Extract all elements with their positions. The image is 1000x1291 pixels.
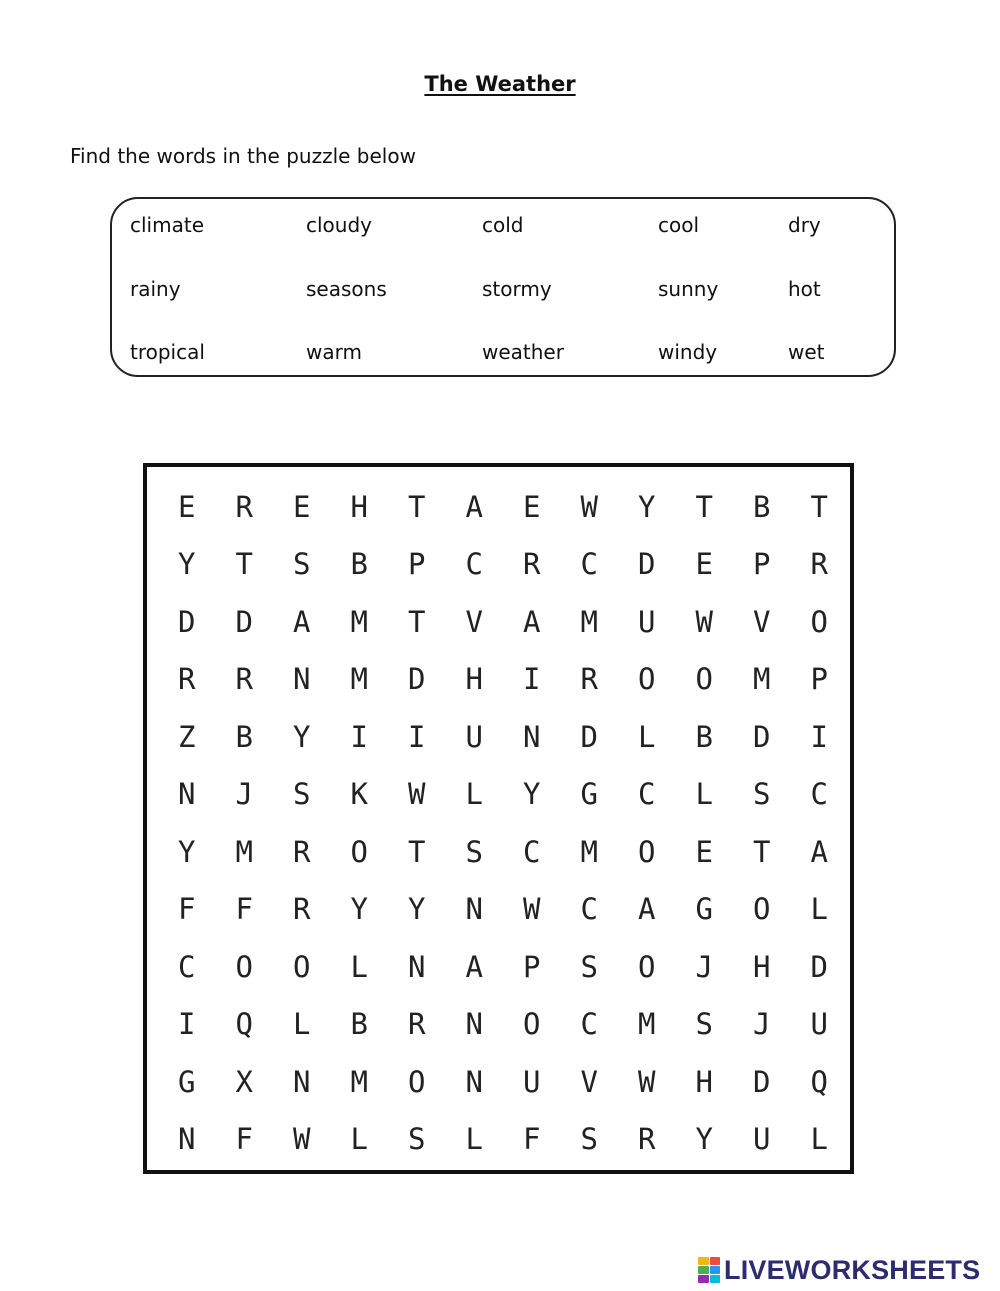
word-bank-item: seasons xyxy=(306,277,387,301)
grid-letter[interactable]: U xyxy=(753,1122,771,1157)
grid-letter[interactable]: M xyxy=(580,834,598,869)
grid-letter[interactable]: V xyxy=(465,604,483,639)
grid-letter[interactable]: N xyxy=(293,662,311,697)
grid-letter[interactable]: S xyxy=(753,777,771,812)
grid-letter[interactable]: Z xyxy=(178,719,196,754)
grid-letter[interactable]: U xyxy=(810,1007,828,1042)
grid-letter[interactable]: I xyxy=(523,662,541,697)
grid-letter[interactable]: L xyxy=(293,1007,311,1042)
grid-letter[interactable]: W xyxy=(293,1122,311,1157)
grid-letter[interactable]: P xyxy=(408,547,426,582)
grid-letter[interactable]: Y xyxy=(293,719,311,754)
grid-letter[interactable]: A xyxy=(638,892,656,927)
grid-letter[interactable]: M xyxy=(350,662,368,697)
word-search-grid xyxy=(143,463,854,1174)
word-bank-item: cold xyxy=(482,213,524,237)
grid-letter[interactable]: G xyxy=(695,892,713,927)
brand-logo xyxy=(698,1253,980,1287)
grid-letter[interactable]: Q xyxy=(235,1007,253,1042)
grid-letter[interactable]: R xyxy=(580,662,598,697)
grid-letter[interactable]: C xyxy=(580,547,598,582)
grid-letter[interactable]: L xyxy=(638,719,656,754)
grid-letter[interactable]: G xyxy=(580,777,598,812)
grid-letter[interactable]: O xyxy=(810,604,828,639)
grid-letter[interactable]: C xyxy=(580,892,598,927)
grid-letter[interactable]: M xyxy=(235,834,253,869)
grid-letter[interactable]: S xyxy=(465,834,483,869)
grid-letter[interactable]: L xyxy=(350,1122,368,1157)
grid-letter[interactable]: Y xyxy=(695,1122,713,1157)
grid-letter[interactable]: H xyxy=(753,949,771,984)
grid-letter[interactable]: R xyxy=(235,489,253,524)
grid-letter[interactable]: Y xyxy=(638,489,656,524)
grid-letter[interactable]: G xyxy=(178,1064,196,1099)
grid-letter[interactable]: Y xyxy=(350,892,368,927)
grid-letter[interactable]: T xyxy=(408,489,426,524)
grid-letter[interactable]: B xyxy=(695,719,713,754)
grid-letter[interactable]: T xyxy=(235,547,253,582)
grid-letter[interactable]: P xyxy=(523,949,541,984)
grid-letter[interactable]: D xyxy=(638,547,656,582)
liveworksheets-logo-icon xyxy=(698,1257,720,1283)
grid-letter[interactable]: V xyxy=(580,1064,598,1099)
grid-letter[interactable]: J xyxy=(695,949,713,984)
grid-letter[interactable]: M xyxy=(753,662,771,697)
grid-letter[interactable]: P xyxy=(810,662,828,697)
grid-letter[interactable]: I xyxy=(178,1007,196,1042)
word-bank-item: rainy xyxy=(130,277,181,301)
grid-letter[interactable]: F xyxy=(523,1122,541,1157)
grid-letter[interactable]: S xyxy=(293,777,311,812)
grid-letter[interactable]: R xyxy=(638,1122,656,1157)
grid-letter[interactable]: C xyxy=(580,1007,598,1042)
grid-letter[interactable]: O xyxy=(235,949,253,984)
grid-letter[interactable]: W xyxy=(695,604,713,639)
word-bank-item: hot xyxy=(788,277,821,301)
grid-letter[interactable]: R xyxy=(523,547,541,582)
grid-letter[interactable]: N xyxy=(465,1007,483,1042)
grid-letter[interactable]: U xyxy=(638,604,656,639)
word-bank-item: windy xyxy=(658,340,718,364)
grid-letter[interactable]: C xyxy=(638,777,656,812)
grid-letter[interactable]: T xyxy=(408,604,426,639)
instructions: Find the words in the puzzle below xyxy=(70,144,416,168)
grid-letter[interactable]: F xyxy=(178,892,196,927)
grid-letter[interactable]: X xyxy=(235,1064,253,1099)
grid-letter[interactable]: Y xyxy=(523,777,541,812)
grid-letter[interactable]: N xyxy=(178,777,196,812)
grid-letter[interactable]: N xyxy=(293,1064,311,1099)
grid-letter[interactable]: W xyxy=(638,1064,656,1099)
grid-letter[interactable]: E xyxy=(293,489,311,524)
word-bank-item: climate xyxy=(130,213,204,237)
grid-letter[interactable]: R xyxy=(293,892,311,927)
brand-name: LIVEWORKSHEETS xyxy=(724,1254,981,1285)
grid-letter[interactable]: R xyxy=(408,1007,426,1042)
grid-letter[interactable]: D xyxy=(178,604,196,639)
grid-letter[interactable]: H xyxy=(350,489,368,524)
grid-letter[interactable]: U xyxy=(523,1064,541,1099)
grid-letter[interactable]: J xyxy=(235,777,253,812)
grid-letter[interactable]: H xyxy=(695,1064,713,1099)
grid-letter[interactable]: F xyxy=(235,1122,253,1157)
grid-letter[interactable]: P xyxy=(753,547,771,582)
word-bank-item: weather xyxy=(482,340,564,364)
grid-letter[interactable]: R xyxy=(293,834,311,869)
word-bank-item: wet xyxy=(788,340,825,364)
grid-letter[interactable]: D xyxy=(753,1064,771,1099)
grid-letter[interactable]: B xyxy=(350,547,368,582)
grid-letter[interactable]: E xyxy=(695,834,713,869)
grid-letter[interactable]: B xyxy=(235,719,253,754)
grid-letter[interactable]: S xyxy=(695,1007,713,1042)
grid-letter[interactable]: E xyxy=(695,547,713,582)
grid-letter[interactable]: F xyxy=(235,892,253,927)
grid-letter[interactable]: C xyxy=(178,949,196,984)
grid-letter[interactable]: M xyxy=(580,604,598,639)
grid-letter[interactable]: Y xyxy=(178,834,196,869)
grid-letter[interactable]: D xyxy=(810,949,828,984)
grid-letter[interactable]: W xyxy=(580,489,598,524)
grid-letter[interactable]: M xyxy=(350,1064,368,1099)
grid-letter[interactable]: E xyxy=(523,489,541,524)
grid-letter[interactable]: C xyxy=(523,834,541,869)
grid-letter[interactable]: I xyxy=(810,719,828,754)
grid-letter[interactable]: Y xyxy=(178,547,196,582)
grid-letter[interactable]: O xyxy=(638,834,656,869)
grid-letter[interactable]: R xyxy=(178,662,196,697)
worksheet-title: The Weather xyxy=(424,72,576,96)
grid-letter[interactable]: L xyxy=(350,949,368,984)
grid-letter[interactable]: V xyxy=(753,604,771,639)
grid-letter[interactable]: B xyxy=(753,489,771,524)
grid-letter[interactable]: C xyxy=(465,547,483,582)
grid-letter[interactable]: J xyxy=(753,1007,771,1042)
grid-letter[interactable]: N xyxy=(408,949,426,984)
grid-letter[interactable]: A xyxy=(523,604,541,639)
grid-letter[interactable]: O xyxy=(408,1064,426,1099)
grid-letter[interactable]: L xyxy=(465,1122,483,1157)
grid-letter[interactable]: W xyxy=(408,777,426,812)
grid-letter[interactable]: I xyxy=(350,719,368,754)
word-bank-item: tropical xyxy=(130,340,205,364)
grid-letter[interactable]: T xyxy=(810,489,828,524)
word-bank-item: warm xyxy=(306,340,362,364)
grid-letter[interactable]: L xyxy=(810,1122,828,1157)
grid-letter[interactable]: B xyxy=(350,1007,368,1042)
grid-letter[interactable]: N xyxy=(178,1122,196,1157)
grid-letter[interactable]: R xyxy=(810,547,828,582)
word-bank-item: dry xyxy=(788,213,821,237)
grid-letter[interactable]: A xyxy=(465,949,483,984)
grid-letter[interactable]: N xyxy=(523,719,541,754)
grid-letter[interactable]: L xyxy=(465,777,483,812)
grid-letter[interactable]: A xyxy=(810,834,828,869)
grid-letter[interactable]: O xyxy=(753,892,771,927)
grid-letter[interactable]: U xyxy=(465,719,483,754)
grid-letter[interactable]: H xyxy=(465,662,483,697)
word-bank-item: cloudy xyxy=(306,213,372,237)
grid-letter[interactable]: O xyxy=(523,1007,541,1042)
grid-letter[interactable]: T xyxy=(753,834,771,869)
grid-letter[interactable]: S xyxy=(580,949,598,984)
grid-letter[interactable]: O xyxy=(638,662,656,697)
grid-letter[interactable]: M xyxy=(638,1007,656,1042)
grid-letter[interactable]: D xyxy=(408,662,426,697)
grid-letter[interactable]: O xyxy=(350,834,368,869)
grid-letter[interactable]: D xyxy=(753,719,771,754)
grid-letter[interactable]: S xyxy=(580,1122,598,1157)
grid-letter[interactable]: E xyxy=(178,489,196,524)
grid-letter[interactable]: O xyxy=(638,949,656,984)
grid-letter[interactable]: N xyxy=(465,1064,483,1099)
word-bank-item: cool xyxy=(658,213,700,237)
grid-letter[interactable]: S xyxy=(408,1122,426,1157)
grid-letter[interactable]: M xyxy=(350,604,368,639)
grid-letter[interactable]: D xyxy=(235,604,253,639)
grid-letter[interactable]: A xyxy=(293,604,311,639)
word-bank-item: stormy xyxy=(482,277,552,301)
grid-letter[interactable]: S xyxy=(293,547,311,582)
grid-letter[interactable]: C xyxy=(810,777,828,812)
grid-letter[interactable]: O xyxy=(695,662,713,697)
grid-letter[interactable]: O xyxy=(293,949,311,984)
grid-letter[interactable]: T xyxy=(408,834,426,869)
word-bank xyxy=(110,197,896,377)
grid-letter[interactable]: K xyxy=(350,777,368,812)
grid-letter[interactable]: I xyxy=(408,719,426,754)
grid-letter[interactable]: L xyxy=(695,777,713,812)
word-bank-item: sunny xyxy=(658,277,719,301)
grid-letter[interactable]: T xyxy=(695,489,713,524)
grid-letter[interactable]: R xyxy=(235,662,253,697)
grid-letter[interactable]: Q xyxy=(810,1064,828,1099)
grid-letter[interactable]: A xyxy=(465,489,483,524)
grid-letter[interactable]: W xyxy=(523,892,541,927)
grid-letter[interactable]: Y xyxy=(408,892,426,927)
grid-letter[interactable]: N xyxy=(465,892,483,927)
grid-letter[interactable]: D xyxy=(580,719,598,754)
grid-letter[interactable]: L xyxy=(810,892,828,927)
